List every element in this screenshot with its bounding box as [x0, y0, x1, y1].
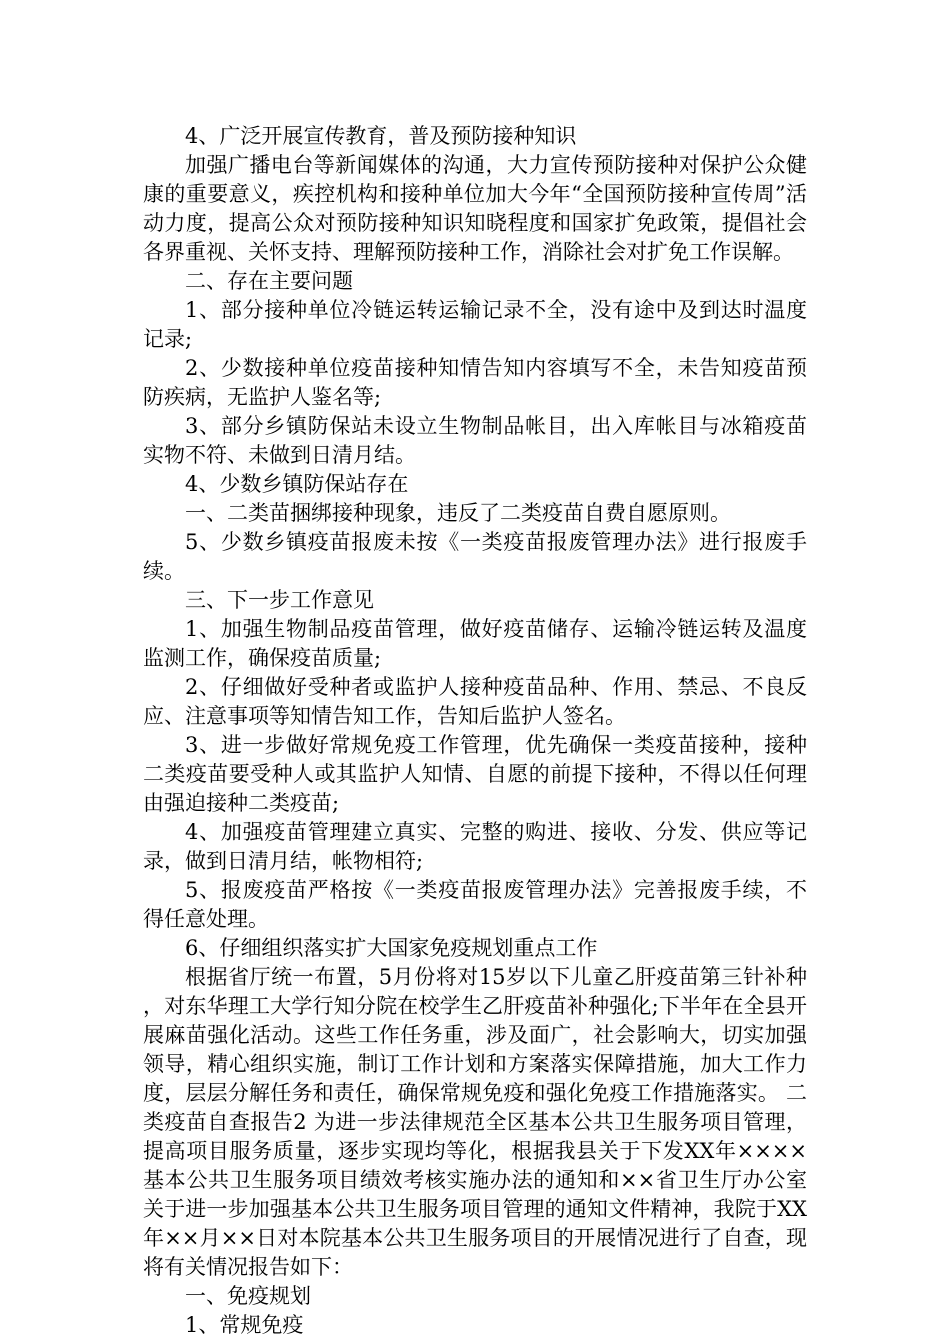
problem-item-1: 1、部分接种单位冷链运转运输记录不全，没有途中及到达时温度记录;	[143, 298, 807, 351]
heading-next-steps: 三、下一步工作意见	[185, 588, 374, 612]
problem-item-3: 3、部分乡镇防保站未设立生物制品帐目，出入库帐目与冰箱疫苗实物不符、未做到日清月结。	[143, 414, 807, 467]
paragraph-key-work-and-report: 根据省厅统一布置，5月份将对15岁以下儿童乙肝疫苗第三针补种，对东华理工大学行知分院在校学生乙肝疫苗补种强化;下半年在全县开展麻苗强化活动。这些工作任务重，涉及面广，社会影响大，切实加强领导，精心组织实施，制订工作计划和方案落实保障措施，加大工作力度，层层分解任务和责任，确保常规免疫和强化免疫工作措施落实。 二类疫苗自查报告2 为进一步法律规范全区基本公共卫生服务项目管理，提高项目服务质量，逐步实现均等化，根据我县关于下发XX年××××基本公共卫生服务项目绩效考核实施办法的通知和××省卫生厅办公室关于进一步加强基本公共卫生服务项目管理的通知文件精神，我院于XX年××月××日对本院基本公共卫生服务项目的开展情况进行了自查，现将有关情况报告如下：	[143, 965, 807, 1279]
heading-publicity: 4、广泛开展宣传教育，普及预防接种知识	[185, 124, 577, 148]
next-step-item-1: 1、加强生物制品疫苗管理，做好疫苗储存、运输冷链运转及温度监测工作，确保疫苗质量;	[143, 617, 807, 670]
heading-immunization-plan: 一、免疫规划	[185, 1284, 311, 1308]
problem-item-4-continued: 一、二类苗捆绑接种现象，违反了二类疫苗自费自愿原则。	[185, 501, 731, 525]
problem-item-4: 4、少数乡镇防保站存在	[185, 472, 409, 496]
next-step-item-3: 3、进一步做好常规免疫工作管理，优先确保一类疫苗接种，接种二类疫苗要受种人或其监护人知情、自愿的前提下接种，不得以任何理由强迫接种二类疫苗;	[143, 733, 807, 815]
next-step-item-5: 5、报废疫苗严格按《一类疫苗报废管理办法》完善报废手续，不得任意处理。	[143, 878, 807, 931]
heading-main-problems: 二、存在主要问题	[185, 269, 353, 293]
problem-item-2: 2、少数接种单位疫苗接种知情告知内容填写不全，未告知疫苗预防疾病，无监护人鉴名等;	[143, 356, 807, 409]
problem-item-5: 5、少数乡镇疫苗报废未按《一类疫苗报废管理办法》进行报废手续。	[143, 530, 807, 583]
paragraph-publicity: 加强广播电台等新闻媒体的沟通，大力宣传预防接种对保护公众健康的重要意义，疾控机构和接种单位加大今年“全国预防接种宣传周”活动力度，提高公众对预防接种知识知晓程度和国家扩免政策，提倡社会各界重视、关怀支持、理解预防接种工作，消除社会对扩免工作误解。	[143, 153, 807, 264]
heading-routine-immunization: 1、常规免疫	[185, 1313, 304, 1337]
document-body	[143, 122, 807, 1340]
next-step-item-4: 4、加强疫苗管理建立真实、完整的购进、接收、分发、供应等记录，做到日清月结，帐物相符;	[143, 820, 807, 873]
next-step-item-2: 2、仔细做好受种者或监护人接种疫苗品种、作用、禁忌、不良反应、注意事项等知情告知工作，告知后监护人签名。	[143, 675, 807, 728]
heading-key-work: 6、仔细组织落实扩大国家免疫规划重点工作	[185, 936, 598, 960]
